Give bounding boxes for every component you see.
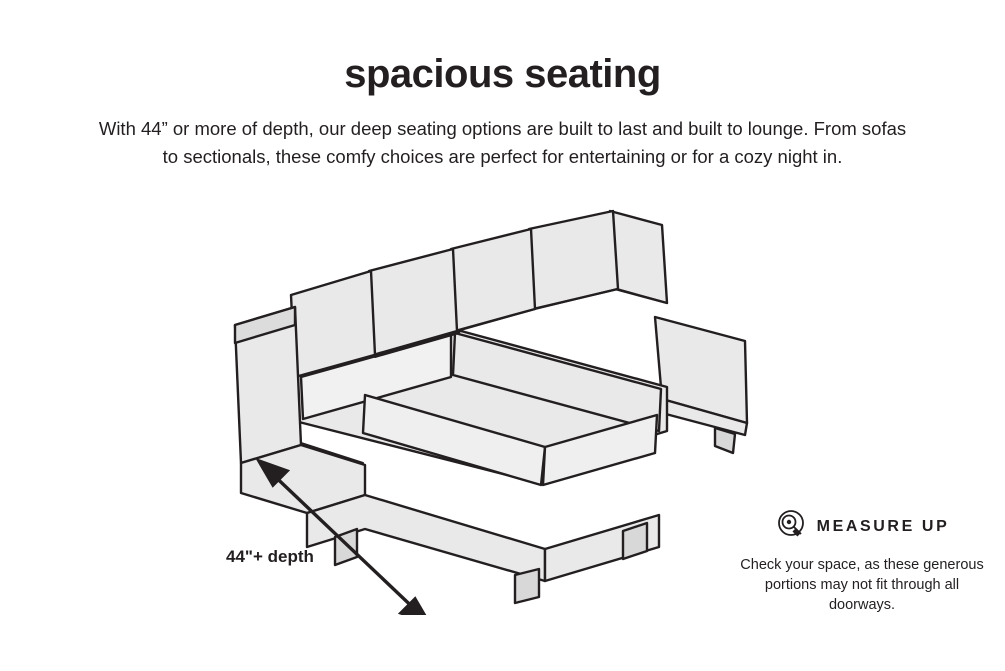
description-text: With 44” or more of depth, our deep seating options are built to last and built to lounge. From sofas to sectionals, these comfy choices are perfect for entertaining or for a cozy night in.: [98, 118, 907, 167]
depth-dimension-label: 44"+ depth: [226, 547, 314, 566]
page-title: spacious seating: [344, 52, 661, 96]
measure-up-note: Check your space, as these generous portions may not fit through all doorways.: [740, 557, 984, 613]
measure-up-callout: [737, 508, 987, 615]
tape-measure-icon: [775, 508, 807, 545]
measure-up-heading: [737, 508, 987, 545]
measure-up-title: MEASURE UP: [816, 517, 950, 535]
